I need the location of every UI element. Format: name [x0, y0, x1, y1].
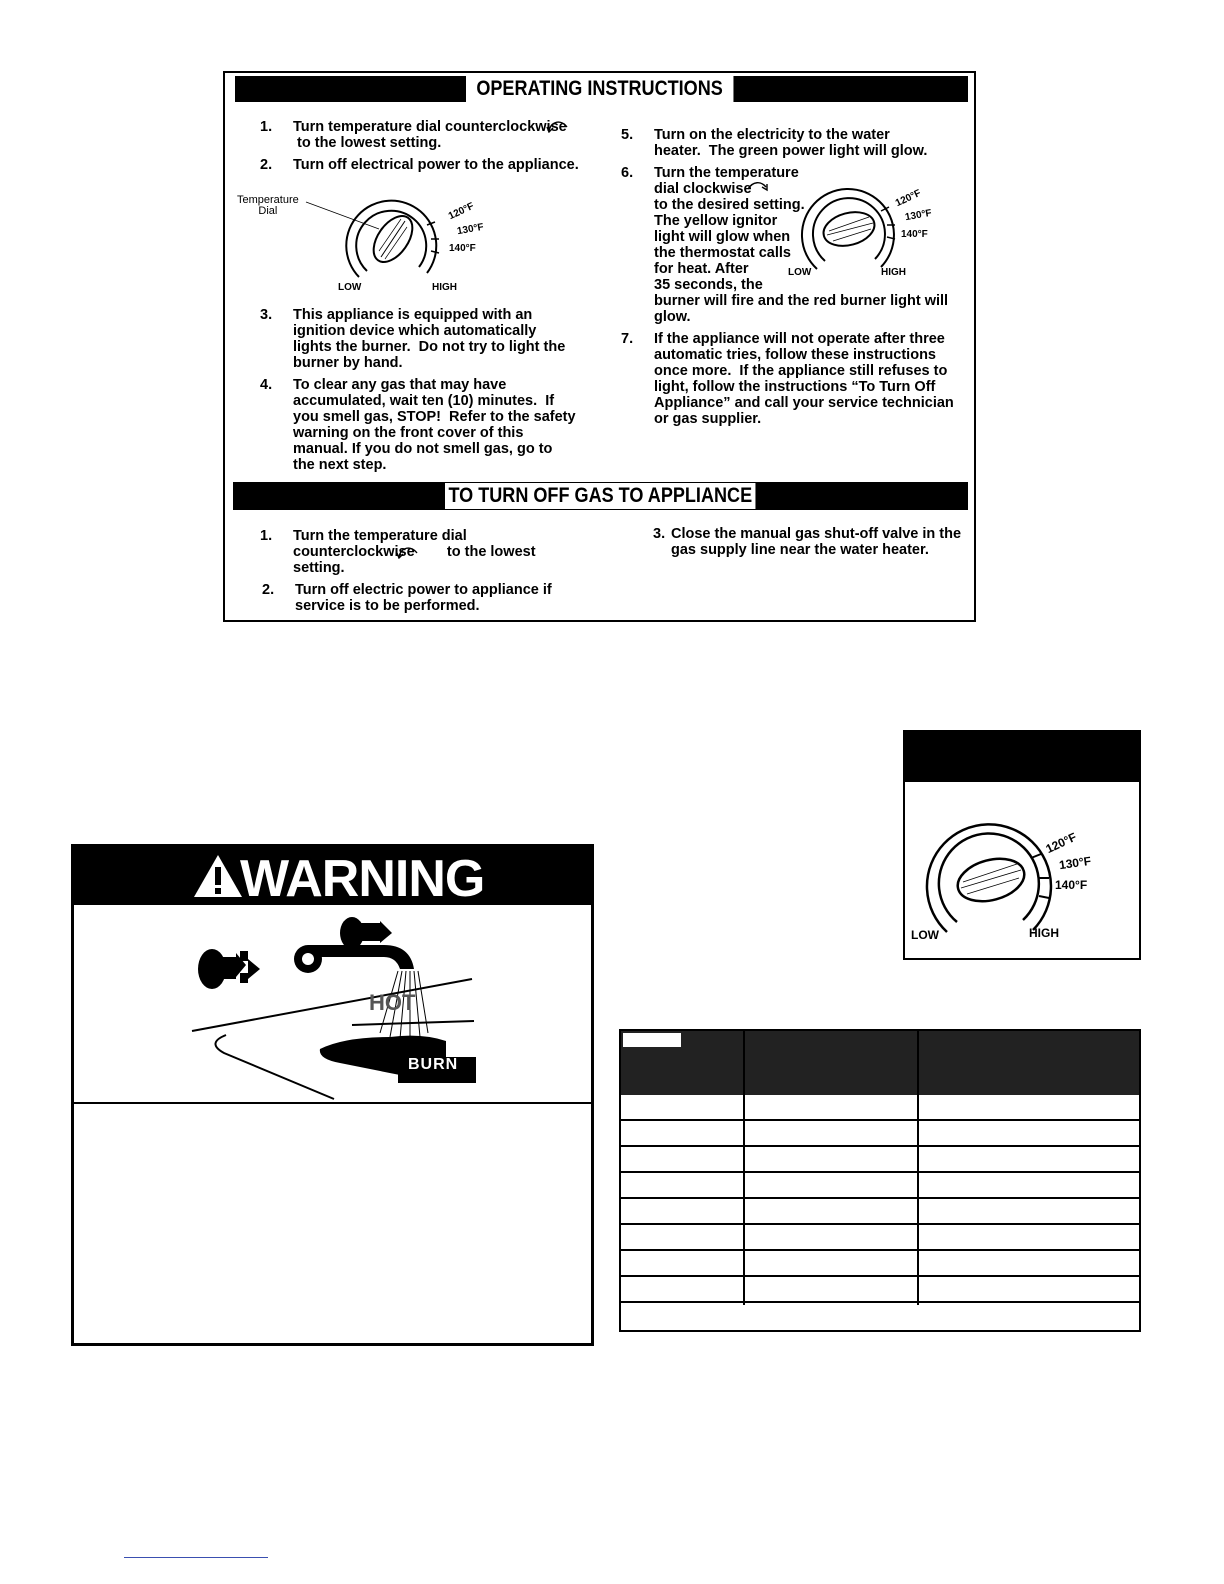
- dial-label-120: 120°F: [446, 200, 476, 223]
- dial-box-header: [905, 732, 1139, 782]
- step-text: If the appliance will not operate after three automatic tries, follow these instructions once more. If the appliance still refuses to light, follow the instructions “To Turn Off Appliance” and call your service technician or gas supplier.: [654, 331, 954, 427]
- step-text: This appliance is equipped with an ignition device which automatically lights the burner. Do not try to light the burner by hand.: [293, 307, 566, 371]
- operating-title: OPERATING INSTRUCTIONS: [466, 76, 733, 102]
- warning-title: WARNING: [240, 850, 485, 908]
- step-number: 1.: [260, 119, 273, 135]
- step-text: Turn off electrical power to the appliance.: [293, 157, 579, 173]
- counterclockwise-arrow-icon: [395, 543, 421, 559]
- step-text: Turn off electric power to appliance if service is to be performed.: [295, 582, 552, 614]
- dial-settings-box: [903, 730, 1141, 960]
- table-row: [621, 1147, 1139, 1173]
- warning-box: [71, 844, 594, 1346]
- step-number: 6.: [621, 165, 634, 181]
- dial-label-120: 120°F: [893, 187, 923, 210]
- step-number: 1.: [260, 528, 273, 544]
- dial-label-140: 140°F: [1055, 878, 1088, 892]
- dial-label-low: LOW: [788, 267, 812, 278]
- dial-label-low: LOW: [338, 282, 362, 293]
- step-number: 7.: [621, 331, 634, 347]
- table-row: [621, 1251, 1139, 1277]
- dial-label-130: 130°F: [904, 207, 933, 224]
- step-text: Turn on the electricity to the water heater. The green power light will glow.: [654, 127, 928, 159]
- table-row: [621, 1199, 1139, 1225]
- step-text: Turn temperature dial counterclockwise to the lowest setting.: [293, 119, 567, 151]
- step-text: To clear any gas that may have accumulated, wait ten (10) minutes. If you smell gas, STOP! Refer to the safety warning on the front cover of this manual. If you do not smell gas, go to the next step.: [293, 377, 576, 473]
- step-text: Turn the temperature dial clockwise to the desired setting. The yellow ignitor light will glow when the thermostat calls for heat. After 35 seconds, the burner will fire and the red burner light will glow.: [654, 165, 949, 325]
- step-text: Close the manual gas shut-off valve in the gas supply line near the water heater.: [671, 526, 962, 558]
- table-column-divider: [743, 1031, 745, 1305]
- dial-label-low: LOW: [911, 928, 939, 942]
- table-header: [621, 1031, 1139, 1095]
- step-number: 5.: [621, 127, 634, 143]
- step-number: 2.: [260, 157, 273, 173]
- table-row: [621, 1225, 1139, 1251]
- step-number: 3.: [653, 526, 666, 542]
- step-number: 3.: [260, 307, 273, 323]
- step-number: 4.: [260, 377, 273, 393]
- counterclockwise-arrow-icon: [545, 117, 571, 133]
- table-column-divider: [917, 1031, 919, 1305]
- step-text: Turn the temperature dial counterclockwise to the lowest setting.: [293, 528, 536, 576]
- warning-header: [74, 847, 591, 908]
- dial-label-130: 130°F: [1058, 853, 1092, 873]
- temperature-dial-icon: [917, 812, 1067, 942]
- temperature-dial-icon: [777, 177, 907, 277]
- burn-label: BURN: [408, 1056, 459, 1073]
- temperature-table: [619, 1029, 1141, 1332]
- hot-water-scald-icon: [184, 913, 484, 1103]
- dial-label-high: HIGH: [432, 282, 457, 293]
- header-swatch: [623, 1033, 681, 1047]
- dial-label-high: HIGH: [881, 267, 906, 278]
- operating-instructions-panel: [223, 71, 976, 622]
- dial-label-140: 140°F: [901, 229, 928, 240]
- temperature-dial-caption: Temperature Dial: [237, 194, 299, 217]
- table-row: [621, 1121, 1139, 1147]
- hot-label: HOT: [369, 990, 416, 1015]
- turn-off-title: TO TURN OFF GAS TO APPLIANCE: [445, 483, 756, 509]
- table-row: [621, 1173, 1139, 1199]
- dial-label-140: 140°F: [449, 243, 476, 254]
- warning-triangle-icon: [192, 853, 244, 899]
- dial-label-120: 120°F: [1043, 829, 1079, 857]
- step-number: 2.: [262, 582, 275, 598]
- table-row: [621, 1095, 1139, 1121]
- temperature-dial-icon: [301, 187, 461, 287]
- clockwise-arrow-icon: [745, 179, 771, 193]
- dial-label-130: 130°F: [456, 221, 485, 238]
- dial-label-high: HIGH: [1029, 926, 1059, 940]
- footnote-rule: [124, 1557, 268, 1558]
- table-row: [621, 1277, 1139, 1303]
